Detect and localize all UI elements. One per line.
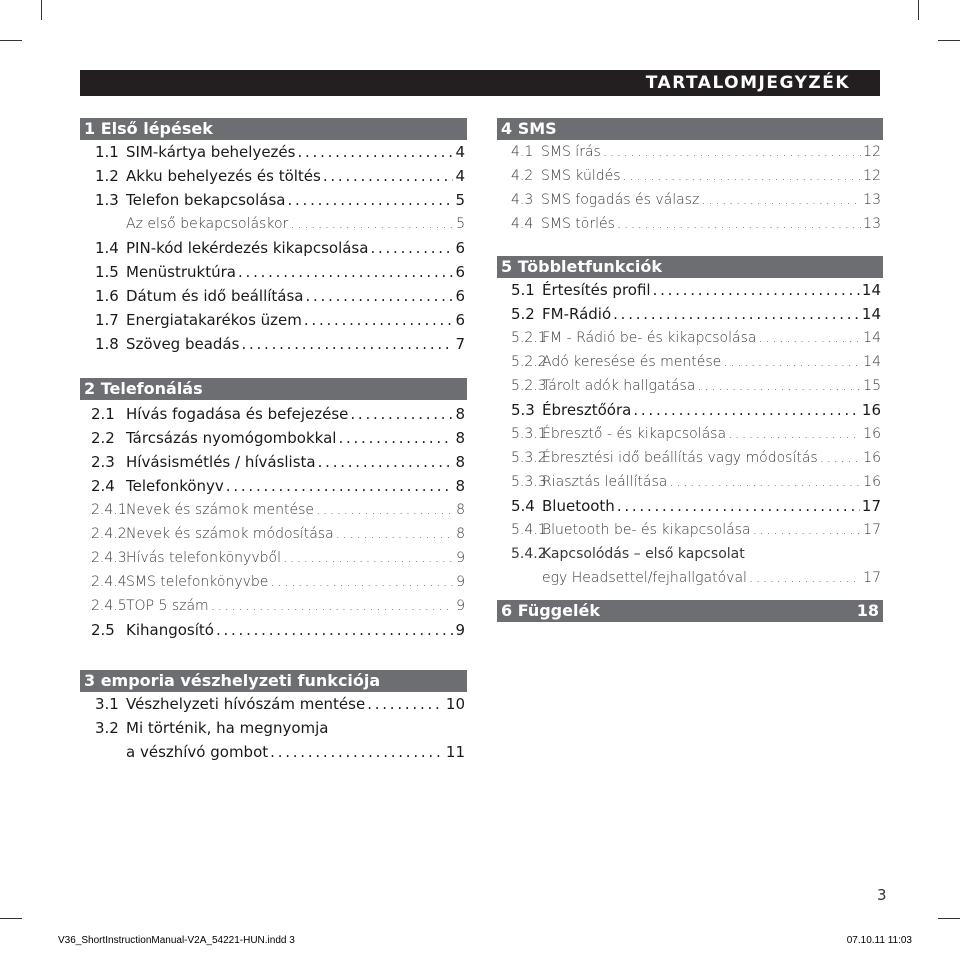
toc-entry[interactable]: 4.4 SMS törlés . . . 13 [511,212,881,236]
toc-entry[interactable]: 1.2 Akku behelyezés és töltés . . . 4 [95,164,465,188]
dot-leader [318,450,454,474]
toc-entry-line[interactable]: 5.4.2Kapcsolódás – első kapcsolat [511,546,745,562]
page-title: TARTALOMJEGYZÉK [645,73,850,93]
dot-leader [323,164,454,188]
footer-datetime: 07.10.11 11:03 [846,935,912,946]
toc-entry[interactable]: 2.1 Hívás fogadása és befejezése . . . 8 [91,402,465,426]
dot-leader [697,374,861,398]
dot-leader [617,212,861,236]
dot-leader [287,188,453,212]
dot-leader [370,236,453,260]
crop-mark [41,0,42,20]
toc-entry[interactable]: 2.3 Hívásismétlés / híváslista . . . 8 [91,450,465,474]
emergency-section [80,670,467,764]
toc-entry[interactable]: 2.2 Tárcsázás nyomógombokkal . . . 8 [91,426,465,450]
dot-leader [701,188,861,212]
toc-entry[interactable]: 5.4.1 Bluetooth be- és kikapcsolása . . . 17 [511,518,881,542]
footer-file: V36_ShortInstructionManual-V2A_54221-HUN.indd 3 [58,935,295,946]
dot-leader [603,140,861,164]
toc-entry[interactable]: 5.2 FM-Rádió . . . 14 [511,302,881,326]
dot-leader [283,546,454,570]
dot-leader [633,398,860,422]
toc-entry[interactable]: 2.4.4 SMS telefonkönyvbe . . . 9 [91,570,465,594]
toc-entry[interactable]: 2.4 Telefonkönyv . . . 8 [91,474,465,498]
crop-mark [938,918,960,919]
toc-entry[interactable]: 1.8 Szöveg beadás . . . 7 [95,332,465,356]
toc-entry[interactable]: 1.1 SIM-kártya behelyezés . . . 4 [95,140,465,164]
toc-entry[interactable]: 3.1 Vészhelyzeti hívószám mentése . . . 10 [95,692,465,716]
dot-leader [758,326,861,350]
toc-entry[interactable]: 2.4.3 Hívás telefonkönyvből . . . 9 [91,546,465,570]
section-page: 18 [856,601,879,620]
dot-leader [336,522,454,546]
section-header: 4 SMS [497,118,883,140]
toc-entry[interactable]: 1.5 Menüstruktúra . . . 6 [95,260,465,284]
toc-entry[interactable]: 5.2.3 Tárolt adók hallgatása . . . 15 [511,374,881,398]
left-column [80,118,467,642]
dot-leader [669,470,861,494]
toc-entry[interactable]: Az első bekapcsoláskor . . . 5 [95,212,465,236]
crop-mark [938,40,960,41]
toc-entry[interactable]: 4.3 SMS fogadás és válasz . . . 13 [511,188,881,212]
toc-entry[interactable]: 2.4.2 Nevek és számok módosítása . . . 8 [91,522,465,546]
dot-leader [305,284,453,308]
section-entries [80,692,467,764]
section-header-appendix[interactable]: 6 Függelék 18 [497,600,883,622]
toc-entry[interactable]: 1.3 Telefon bekapcsolása . . . 5 [95,188,465,212]
toc-entry[interactable]: 2.5 Kihangosító . . . 9 [91,618,465,642]
toc-entry[interactable]: 5.2.1 FM - Rádió be- és kikapcsolása . . . 14 [511,326,881,350]
dot-leader [238,260,453,284]
toc-entry[interactable]: 2.4.5 TOP 5 szám . . . 9 [91,594,465,618]
toc-entry[interactable]: 2.4.1 Nevek és számok mentése . . . 8 [91,498,465,522]
toc-entry[interactable]: 5.3.1 Ébresztő - és kikapcsolása . . . 16 [511,422,881,446]
crop-mark [0,918,22,919]
header-bar [80,70,880,96]
toc-entry[interactable]: 5.3 Ébresztőóra . . . 16 [511,398,881,422]
dot-leader [270,570,454,594]
section-entries [497,278,883,590]
toc-entry[interactable]: 5.3.2 Ébresztési idő beállítás vagy módosítás . . . 16 [511,446,881,470]
section-header: 3 emporia vészhelyzeti funkciója [80,670,467,692]
toc-entry-continuation[interactable]: a vészhívó gombot . . . 11 [95,740,465,764]
dot-leader [753,518,862,542]
dot-leader [241,332,453,356]
toc-entry-continuation[interactable]: egy Headsettel/fejhallgatóval . . . 17 [511,566,881,590]
crop-mark [0,40,22,41]
section-header: 2 Telefonálás [80,378,467,400]
dot-leader [226,474,454,498]
dot-leader [290,212,454,236]
toc-entry-line[interactable]: 3.2 Mi történik, ha megnyomja [95,719,329,737]
toc-entry[interactable]: 1.7 Energiatakarékos üzem . . . 6 [95,308,465,332]
toc-entry[interactable]: 5.2.2 Adó keresése és mentése . . . 14 [511,350,881,374]
dot-leader [613,302,860,326]
section-entries [80,140,467,356]
dot-leader [617,494,860,518]
toc-entry[interactable]: 5.1 Értesítés profil . . . 14 [511,278,881,302]
dot-leader [211,594,454,618]
section-entries [497,140,883,236]
right-column [497,118,883,622]
dot-leader [749,566,861,590]
dot-leader [728,422,861,446]
section-header: 1 Első lépések [80,118,467,140]
dot-leader [350,402,453,426]
crop-mark [918,0,919,20]
dot-leader [316,498,454,522]
dot-leader [270,740,444,764]
dot-leader [820,446,861,470]
dot-leader [367,692,444,716]
dot-leader [623,164,862,188]
toc-entry[interactable]: 5.3.3 Riasztás leállítása . . . 16 [511,470,881,494]
page-number: 3 [877,886,887,904]
toc-entry[interactable]: 1.4 PIN-kód lekérdezés kikapcsolása . . . 6 [95,236,465,260]
toc-entry[interactable]: 4.1 SMS írás . . . 12 [511,140,881,164]
toc-entry[interactable]: 1.6 Dátum és idő beállítása . . . 6 [95,284,465,308]
dot-leader [338,426,453,450]
dot-leader [297,140,453,164]
dot-leader [304,308,454,332]
toc-entry[interactable]: 5.4 Bluetooth . . . 17 [511,494,881,518]
dot-leader [723,350,861,374]
toc-entry[interactable]: 4.2 SMS küldés . . . 12 [511,164,881,188]
dot-leader [653,278,860,302]
section-header: 5 Többletfunkciók [497,256,883,278]
dot-leader [216,618,454,642]
section-entries [80,400,467,642]
